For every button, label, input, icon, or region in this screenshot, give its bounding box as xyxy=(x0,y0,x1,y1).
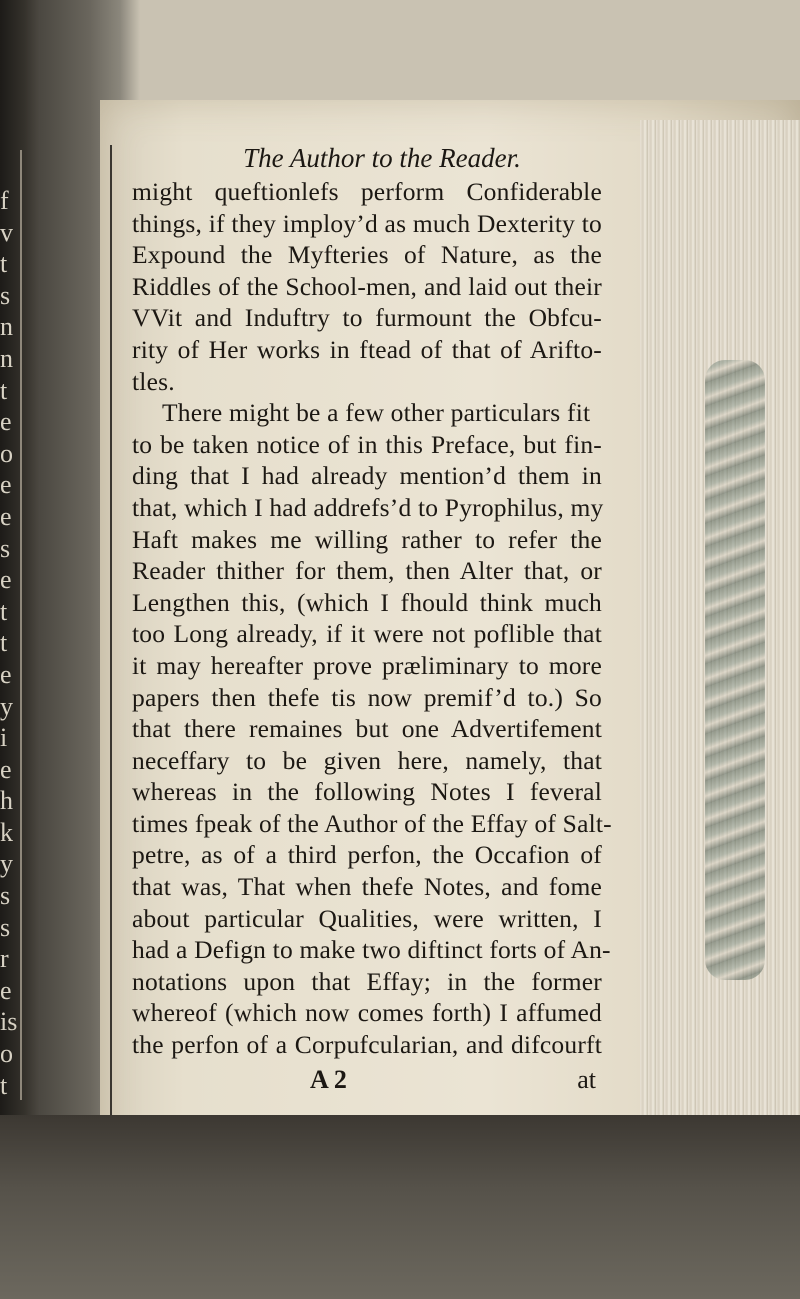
margin-fragment: s xyxy=(0,280,11,310)
margin-fragment: e xyxy=(0,407,12,437)
catchword: at xyxy=(577,1064,596,1094)
text-line: papers then thefe tis now premif’d to.) So xyxy=(132,682,602,712)
margin-fragment: t xyxy=(0,596,8,626)
page-footer xyxy=(132,1063,602,1097)
text-line: things, if they imploy’d as much Dexterity to xyxy=(132,208,602,238)
signature-mark: A 2 xyxy=(310,1064,347,1094)
text-line: whereof (which now comes forth) I affumed xyxy=(132,998,602,1028)
text-line: There might be a few other particulars fit xyxy=(162,398,591,428)
margin-fragment: e xyxy=(0,565,12,595)
margin-fragment: e xyxy=(0,754,12,784)
margin-fragment: e xyxy=(0,659,12,689)
margin-fragment: s xyxy=(0,881,11,911)
text-line: notations upon that Effay; in the former xyxy=(132,966,602,996)
page-edge-stain xyxy=(705,360,765,980)
text-line: the perfon of a Corpufcularian, and difcourft xyxy=(132,1030,602,1060)
margin-fragment: e xyxy=(0,501,12,531)
margin-fragment: o xyxy=(0,438,13,468)
text-line: rity of Her works in ftead of that of Arifto- xyxy=(132,334,602,364)
text-line: Reader thither for them, then Alter that, or xyxy=(132,556,602,586)
text-line: tles. xyxy=(132,366,175,396)
text-line: Haft makes me willing rather to refer the xyxy=(132,524,602,554)
text-line: whereas in the following Notes I feveral xyxy=(132,777,602,807)
margin-fragment: t xyxy=(0,628,8,658)
margin-fragment: e xyxy=(0,470,12,500)
margin-rule xyxy=(110,145,112,1115)
margin-fragment: t xyxy=(0,249,8,279)
text-line: times fpeak of the Author of the Effay of Salt- xyxy=(132,808,612,838)
bottom-background xyxy=(0,1115,800,1299)
text-line: ding that I had already mention’d them in xyxy=(132,461,602,491)
facing-page-fragments xyxy=(0,185,18,1101)
text-line: that was, That when thefe Notes, and fome xyxy=(132,872,602,902)
text-line: Lengthen this, (which I fhould think much xyxy=(132,587,602,617)
margin-fragment: n xyxy=(0,343,13,373)
margin-fragment: h xyxy=(0,786,13,816)
margin-fragment: f xyxy=(0,186,9,215)
text-line: had a Defign to make two diftinct forts of An- xyxy=(132,935,611,965)
margin-fragment: y xyxy=(0,849,13,879)
margin-fragment: t xyxy=(0,1070,8,1100)
text-line: to be taken notice of in this Preface, but fin- xyxy=(132,429,602,459)
text-line: it may hereafter prove præliminary to more xyxy=(132,650,602,680)
margin-fragment: t xyxy=(0,375,8,405)
margin-fragment: o xyxy=(0,1039,13,1069)
margin-fragment: k xyxy=(0,817,13,847)
body-text xyxy=(132,176,612,1061)
text-line: too Long already, if it were not poflible that xyxy=(132,619,602,649)
page-text-block xyxy=(132,140,612,1097)
facing-page-rule xyxy=(20,150,22,1100)
text-line: petre, as of a third perfon, the Occafion of xyxy=(132,840,602,870)
margin-fragment: is xyxy=(0,1007,18,1037)
text-line: VVit and Induftry to furmount the Obfcu- xyxy=(132,303,602,333)
text-line: Expound the Myfteries of Nature, as the xyxy=(132,240,602,270)
text-line: that there remaines but one Advertifement xyxy=(132,714,602,744)
margin-fragment: r xyxy=(0,944,9,974)
margin-fragment: e xyxy=(0,975,12,1005)
text-line: that, which I had addrefs’d to Pyrophilus, my xyxy=(132,492,604,522)
text-line: might queftionlefs perform Confiderable xyxy=(132,177,602,206)
margin-fragment: y xyxy=(0,691,13,721)
text-line: neceffary to be given here, namely, that xyxy=(132,745,602,775)
margin-fragment: s xyxy=(0,912,11,942)
margin-fragment: n xyxy=(0,312,13,342)
text-line: about particular Qualities, were written, I xyxy=(132,903,602,933)
margin-fragment: s xyxy=(0,533,11,563)
margin-fragment: v xyxy=(0,217,13,247)
margin-fragment: i xyxy=(0,723,8,753)
running-head: The Author to the Reader. xyxy=(243,143,521,173)
text-line: Riddles of the School-men, and laid out their xyxy=(132,271,602,301)
